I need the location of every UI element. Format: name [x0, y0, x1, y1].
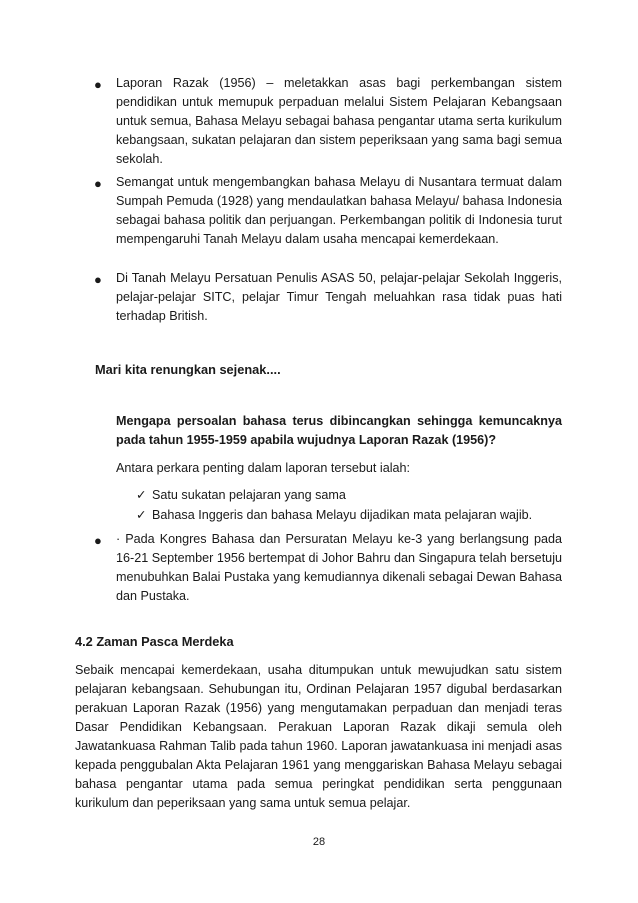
question-text: Mengapa persoalan bahasa terus dibincangkan sehingga kemuncaknya pada tahun 1955-1959 apabila wujudnya Laporan Razak (1956)? — [116, 414, 562, 447]
reflect-heading: Mari kita renungkan sejenak.... — [95, 362, 281, 377]
section-paragraph: Sebaik mencapai kemerdekaan, usaha ditumpukan untuk mewujudkan satu sistem pelajaran kebangsaan. Sehubungan itu, Ordinan Pelajaran 1957 digubal berdasarkan perakuan Laporan Razak (1956) yang mengutamakan perpaduan dan menjadi teras Dasar Pendidikan Kebangsaan. Perakuan Laporan Razak dikaji semula oleh Jawatankuasa Rahman Talib pada tahun 1960. Laporan jawatankuasa ini menjadi asas kepada penggubalan Akta Pelajaran 1961 yang menggariskan Bahasa Melayu sebagai bahasa pengantar utama pada semua peringkat pendidikan serta penggunaan kurikulum dan peperiksaan yang sama untuk semua pelajar. — [75, 663, 562, 810]
checklist-item — [136, 506, 532, 525]
bullet-text: Di Tanah Melayu Persatuan Penulis ASAS 50, pelajar-pelajar Sekolah Inggeris, pelajar-pelajar SITC, pelajar Timur Tengah meluahkan rasa tidak puas hati terhadap British. — [116, 271, 562, 323]
intro-line: Antara perkara penting dalam laporan tersebut ialah: — [116, 461, 411, 475]
bullet-text: Laporan Razak (1956) – meletakkan asas bagi perkembangan sistem pendidikan untuk memupuk perpaduan melalui Sistem Pelajaran Kebangsaan untuk semua, Bahasa Melayu sebagai bahasa pengantar utama serta kurikulum kebangsaan, sukatan pelajaran dan sistem peperiksaan yang sama bagi semua sekolah. — [116, 76, 562, 166]
checkmark-icon: ✓ — [136, 508, 147, 522]
bullet-dot-icon: ● — [94, 176, 102, 191]
bullet-dot-icon: ● — [94, 77, 102, 92]
checklist-item-label: Bahasa Inggeris dan bahasa Melayu dijadikan mata pelajaran wajib. — [152, 508, 533, 522]
bullet-text: Semangat untuk mengembangkan bahasa Melayu di Nusantara termuat dalam Sumpah Pemuda (1928) yang mendaulatkan bahasa Melayu/ bahasa Indonesia sebagai bahasa politik dan perjuangan. Perkembangan politik di Indonesia turut mempengaruhi Tanah Melayu dalam usaha mencapai kemerdekaan. — [116, 175, 562, 246]
section-heading: 4.2 Zaman Pasca Merdeka — [75, 634, 234, 649]
page-number: 28 — [312, 836, 326, 848]
checklist-item — [136, 486, 346, 505]
checklist-item-label: Satu sukatan pelajaran yang sama — [152, 488, 346, 502]
bullet-text: · Pada Kongres Bahasa dan Persuratan Melayu ke-3 yang berlangsung pada 16-21 September 1956 bertempat di Johor Bahru dan Singapura telah bersetuju menubuhkan Balai Pustaka yang kemudiannya dikenali sebagai Dewan Bahasa dan Pustaka. — [116, 532, 562, 603]
bullet-dot-icon: ● — [94, 533, 102, 548]
bullet-dot-icon: ● — [94, 272, 102, 287]
checkmark-icon: ✓ — [136, 488, 147, 502]
